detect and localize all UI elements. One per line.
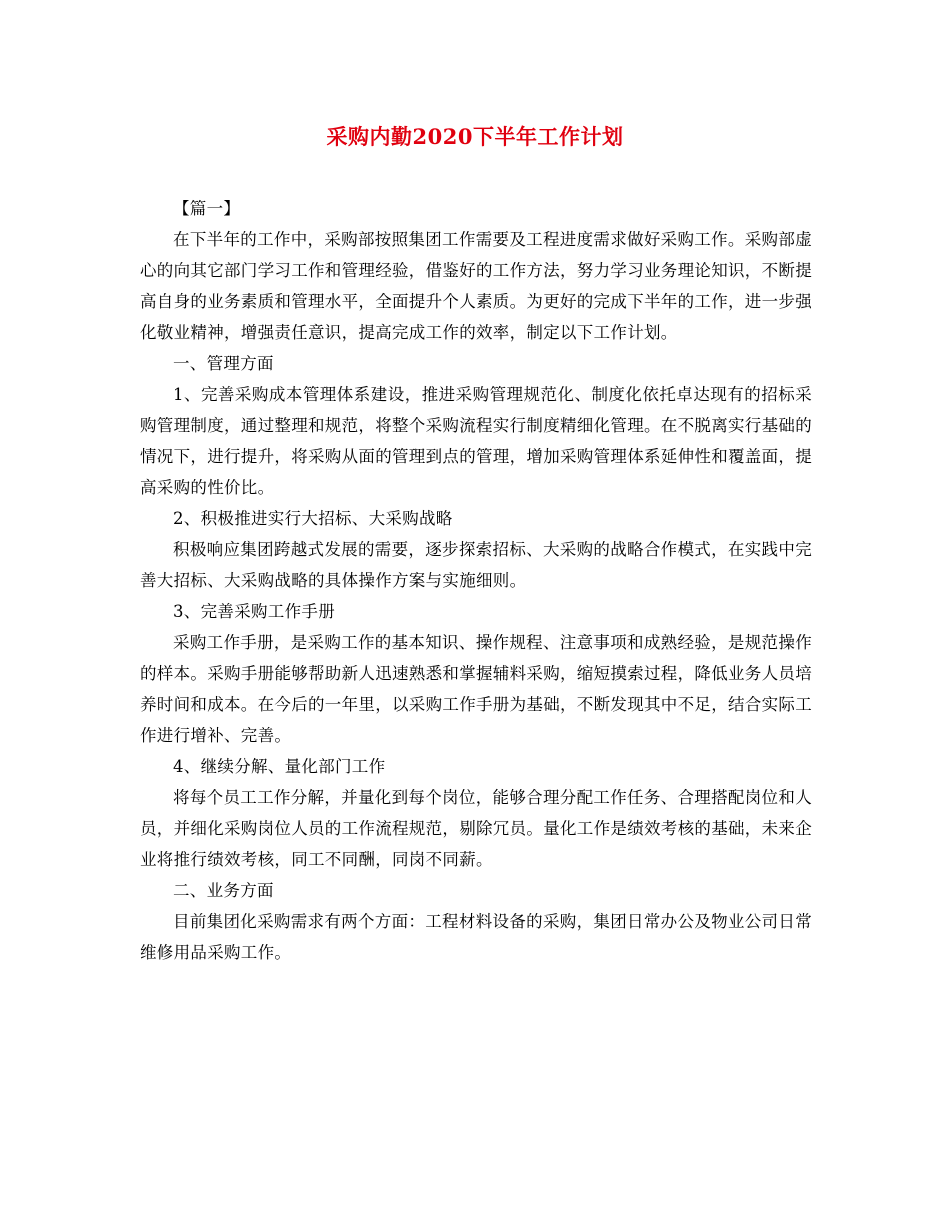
item-2-paragraph: 积极响应集团跨越式发展的需要，逐步探索招标、大采购的战略合作模式，在实践中完善大招标、大采购战略的具体操作方案与实施细则。 [140,540,812,590]
document-title: 采购内勤2020下半年工作计划 [326,124,624,149]
business-paragraph: 目前集团化采购需求有两个方面：工程材料设备的采购，集团日常办公及物业公司日常维修用品采购工作。 [140,912,812,962]
heading-business: 二、业务方面 [173,881,274,900]
item-4-paragraph: 将每个员工工作分解，并量化到每个岗位，能够合理分配工作任务、合理搭配岗位和人员，并细化采购岗位人员的工作流程规范，剔除冗员。量化工作是绩效考核的基础，未来企业将推行绩效考核，同工不同酬，同岗不同薪。 [140,788,812,869]
section-label-part-one: 【篇一】 [173,199,241,218]
item-3-paragraph: 采购工作手册，是采购工作的基本知识、操作规程、注意事项和成熟经验，是规范操作的样本。采购手册能够帮助新人迅速熟悉和掌握辅料采购，缩短摸索过程，降低业务人员培养时间和成本。在今后的一年里，以采购工作手册为基础，不断发现其中不足，结合实际工作进行增补、完善。 [140,633,812,745]
heading-management: 一、管理方面 [173,354,274,373]
item-1-paragraph: 1、完善采购成本管理体系建设，推进采购管理规范化、制度化依托卓达现有的招标采购管理制度，通过整理和规范，将整个采购流程实行制度精细化管理。在不脱离实行基础的情况下，进行提升，将采购从面的管理到点的管理，增加采购管理体系延伸性和覆盖面，提高采购的性价比。 [140,385,812,497]
item-2-heading: 2、积极推进实行大招标、大采购战略 [173,509,453,528]
item-4-heading: 4、继续分解、量化部门工作 [173,757,386,776]
intro-paragraph: 在下半年的工作中，采购部按照集团工作需要及工程进度需求做好采购工作。采购部虚心的向其它部门学习工作和管理经验，借鉴好的工作方法，努力学习业务理论知识，不断提高自身的业务素质和管理水平，全面提升个人素质。为更好的完成下半年的工作，进一步强化敬业精神，增强责任意识，提高完成工作的效率，制定以下工作计划。 [140,230,812,342]
document-body [140,193,812,968]
item-3-heading: 3、完善采购工作手册 [173,602,335,621]
